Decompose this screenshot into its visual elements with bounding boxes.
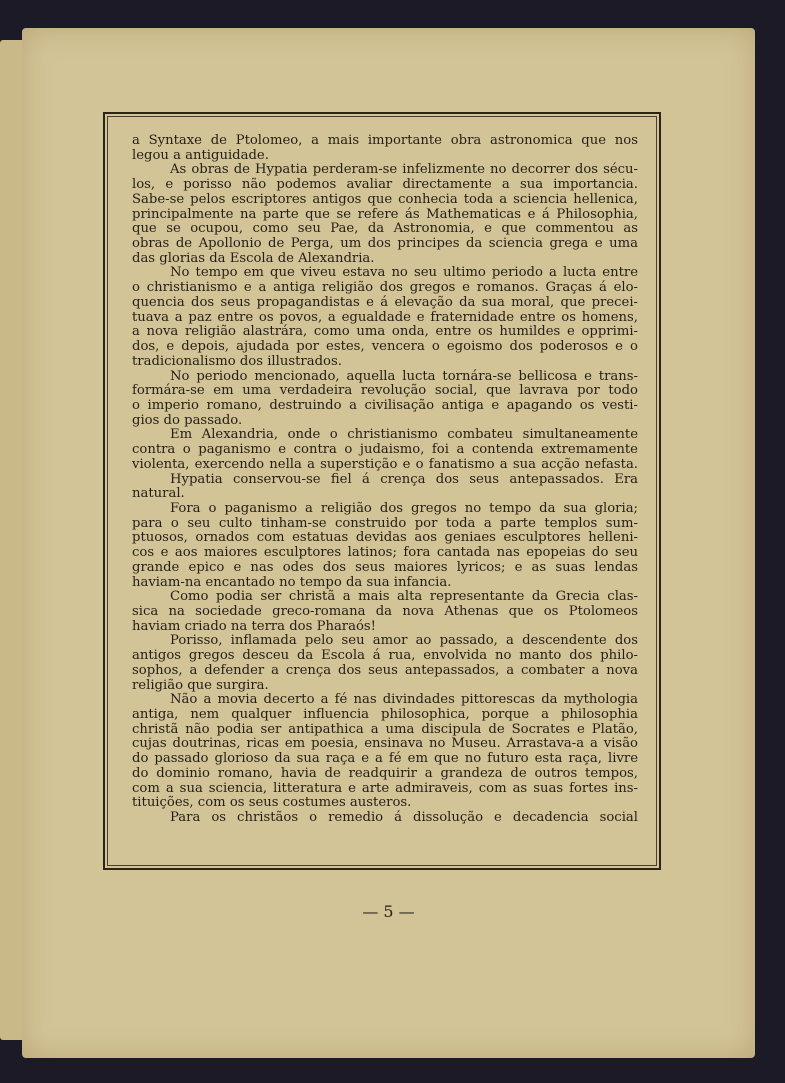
body-text	[132, 134, 638, 826]
text-line: grande epico e nas odes dos seus maiores lyricos; e as suas lendas	[132, 559, 638, 575]
text-line: violenta, exercendo nella a superstição e o fanatismo a sua acção nefasta.	[132, 456, 638, 472]
text-line: a nova religião alastrára, como uma onda, entre os humildes e opprimi-	[132, 324, 638, 340]
text-line: Como podia ser christã a mais alta representante da Grecia clas-	[170, 589, 638, 605]
text-line: tuava a paz entre os povos, a egualdade e fraternidade entre os homens,	[132, 309, 638, 325]
text-line: das glorias da Escola de Alexandria.	[132, 250, 375, 266]
text-line: principalmente na parte que se refere ás Mathematicas e á Philosophia,	[132, 206, 638, 222]
text-line: haviam criado na terra dos Pharaós!	[132, 618, 376, 634]
text-line: Fora o paganismo a religião dos gregos no tempo da sua gloria;	[170, 500, 638, 516]
text-line: antiga, nem qualquer influencia philosophica, porque a philosophia	[132, 707, 638, 723]
text-line: Porisso, inflamada pelo seu amor ao passado, a descendente dos	[170, 633, 638, 649]
text-line: cujas doutrinas, ricas em poesia, ensinava no Museu. Arrastava-a a visão	[132, 736, 638, 752]
text-line: o imperio romano, destruindo a civilisação antiga e apagando os vesti-	[132, 397, 638, 413]
text-line: haviam-na encantado no tempo da sua infancia.	[132, 574, 452, 590]
text-line: Para os christãos o remedio á dissolução e decadencia social	[170, 810, 638, 826]
text-line: sica na sociedade greco-romana da nova Athenas que os Ptolomeos	[132, 604, 638, 619]
text-line: Sabe-se pelos escriptores antigos que conhecia toda a sciencia hellenica,	[132, 191, 638, 207]
text-line: do passado glorioso da sua raça e a fé em que no futuro esta raça, livre	[132, 751, 638, 767]
text-line: quencia dos seus propagandistas e á elevação da sua moral, que precei-	[132, 294, 638, 310]
text-line: antigos gregos desceu da Escola á rua, envolvida no manto dos philo-	[132, 648, 638, 664]
text-line: Em Alexandria, onde o christianismo combateu simultaneamente	[170, 427, 638, 443]
text-line: Hypatia conservou-se fiel á crença dos seus antepassados. Era	[170, 471, 638, 487]
text-line: obras de Apollonio de Perga, um dos principes da sciencia grega e uma	[132, 236, 638, 252]
book-page	[22, 28, 755, 1058]
text-line: tituições, com os seus costumes austeros.	[132, 795, 412, 811]
text-line: ptuosos, ornados com estatuas devidas aos geniaes esculptores helleni-	[132, 530, 638, 546]
facing-page-edge	[0, 40, 22, 1040]
text-line: para o seu culto tinham-se construido por toda a parte templos sum-	[132, 515, 638, 531]
text-line: christã não podia ser antipathica a uma discipula de Socrates e Platão,	[132, 721, 638, 737]
text-line: cos e aos maiores esculptores latinos; fora cantada nas epopeias do seu	[132, 545, 638, 561]
text-line: Não a movia decerto a fé nas divindades pittorescas da mythologia	[170, 692, 638, 708]
text-line: los, e porisso não podemos avaliar directamente a sua importancia.	[132, 177, 638, 193]
text-line: religião que surgira.	[132, 677, 269, 693]
text-line: tradicionalismo dos illustrados.	[132, 353, 342, 369]
text-line: com a sua sciencia, litteratura e arte admiraveis, com as suas fortes ins-	[132, 780, 638, 796]
text-line: legou a antiguidade.	[132, 147, 269, 163]
text-line: o christianismo e a antiga religião dos gregos e romanos. Graças á elo-	[132, 280, 638, 296]
text-line: natural.	[132, 486, 185, 502]
page-number: — 5 —	[362, 902, 415, 921]
text-line: a Syntaxe de Ptolomeo, a mais importante obra astronomica que nos	[132, 133, 638, 148]
text-line: dos, e depois, ajudada por estes, vencera o egoismo dos poderosos e o	[132, 339, 638, 355]
text-line: gios do passado.	[132, 412, 243, 428]
text-line: que se ocupou, como seu Pae, da Astronomia, e que commentou as	[132, 221, 638, 237]
text-frame	[103, 112, 661, 870]
text-line: contra o paganismo e contra o judaismo, foi a contenda extremamente	[132, 442, 638, 458]
text-line: No tempo em que viveu estava no seu ultimo periodo a lucta entre	[170, 265, 638, 281]
text-line: sophos, a defender a crença dos seus antepassados, a combater a nova	[132, 662, 638, 678]
text-line: do dominio romano, havia de readquirir a grandeza de outros tempos,	[132, 765, 638, 781]
text-line: As obras de Hypatia perderam-se infelizmente no decorrer dos sécu-	[170, 162, 638, 178]
text-line: No periodo mencionado, aquella lucta tornára-se bellicosa e trans-	[170, 368, 638, 384]
text-line: formára-se em uma verdadeira revolução social, que lavrava por todo	[132, 383, 638, 399]
